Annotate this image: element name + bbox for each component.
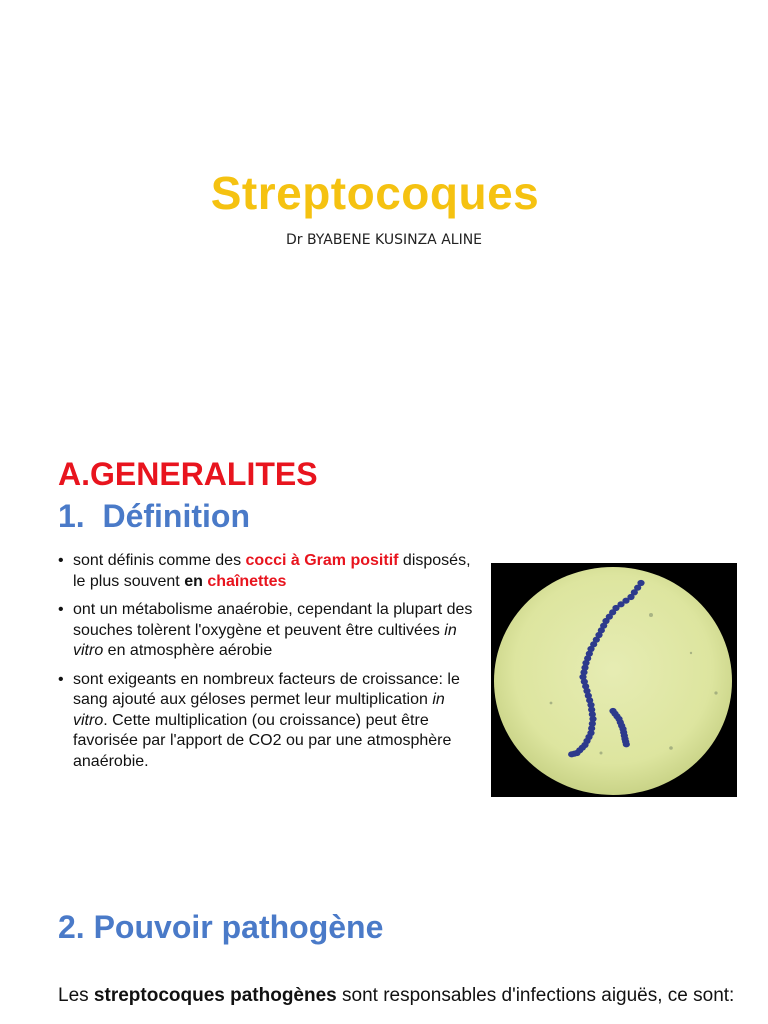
- bullet-text: . Cette multiplication (ou croissance) peut être favorisée par l'apport de CO2 ou par une atmosphère anaérobie.: [73, 711, 452, 770]
- list-item: [58, 600, 478, 662]
- section-a-heading: A.GENERALITES: [58, 456, 318, 492]
- pathogen-heading: 2. Pouvoir pathogène: [58, 909, 384, 945]
- author-line: Dr BYABENE KUSINZA ALINE: [285, 232, 483, 248]
- definition-list: [58, 551, 478, 780]
- bullet-icon: •: [58, 552, 64, 569]
- streptococci-micrograph: [491, 563, 737, 797]
- bullet-text: en atmosphère aérobie: [103, 642, 273, 659]
- bullet-text: sont définis comme des: [73, 552, 246, 569]
- coccus: [623, 741, 630, 747]
- microscope-field: [494, 567, 732, 795]
- page-title: Streptocoques: [210, 167, 540, 219]
- italic-text: in vitro: [73, 621, 457, 659]
- highlight-text: cocci à Gram positif: [245, 552, 399, 569]
- coccus: [568, 751, 575, 757]
- bullet-icon: •: [58, 670, 64, 688]
- bold-text: en: [184, 572, 203, 590]
- highlight-text: chaînettes: [207, 572, 287, 590]
- microscope-image: [491, 563, 737, 797]
- definition-heading: 1. Définition: [58, 498, 250, 534]
- pathogen-paragraph: [58, 985, 738, 1007]
- bullet-text: ont un métabolisme anaérobie, cependant la plupart des souches tolèrent l'oxygène et peuvent être cultivées: [73, 601, 473, 639]
- bold-text: streptocoques pathogènes: [93, 985, 337, 1006]
- bullet-text: sont exigeants en nombreux facteurs de croissance: le sang ajouté aux géloses permet leur multiplication: [73, 670, 460, 708]
- para-text: Les: [58, 985, 94, 1006]
- list-item: [58, 670, 478, 773]
- bullet-text: disposés, le plus souvent: [73, 552, 471, 590]
- italic-text: in vitro: [73, 691, 445, 729]
- bullet-icon: •: [58, 601, 64, 618]
- para-text: sont responsables d'infections aiguës, ce sont:: [336, 985, 735, 1006]
- list-item: [58, 551, 478, 592]
